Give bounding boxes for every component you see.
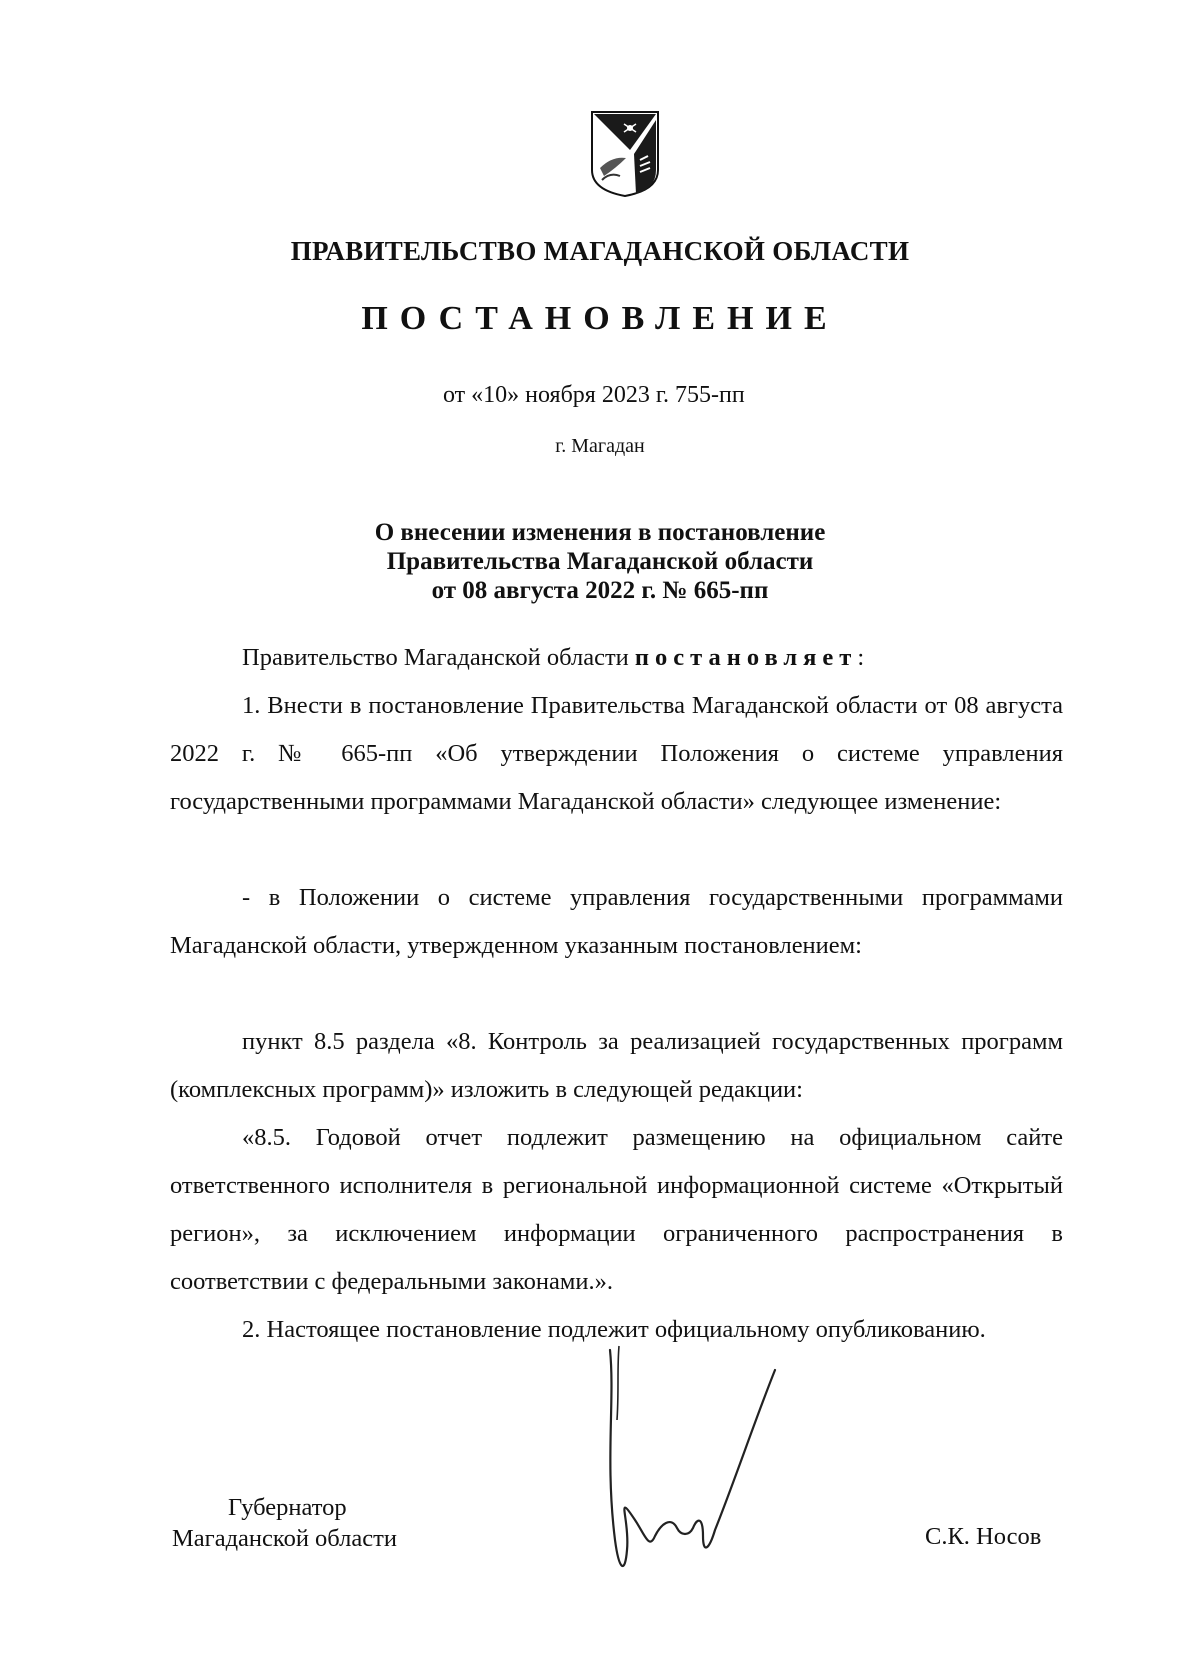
signatory-position [172,1492,397,1554]
paragraph-2-text: - в Положении о системе управления государственными программами Магаданской области, утвержденном указанным постановлением: [170,884,1063,959]
paragraph-1 [170,682,1063,826]
preamble-text: Правительство Магаданской области [242,644,635,671]
signatory-name: С.К. Носов [925,1523,1042,1550]
document-city: г. Магадан [555,435,645,457]
paragraph-2 [170,874,1063,970]
paragraph-4 [170,1114,1063,1306]
paragraph-1-text: 1. Внести в постановление Правительства Магаданской области от 08 августа 2022 г. № 665-пп «Об утверждении Положения о системе управления государственными программами Магаданской области» следующее изменение: [170,692,1063,815]
document-type-title: ПОСТАНОВЛЕНИЕ [361,300,839,337]
subject-line-2: Правительства Магаданской области [386,548,814,575]
paragraph-3 [170,1018,1063,1114]
document-date-number: от «10» ноября 2023 г. 755-пп [443,382,745,408]
subject-line-1: О внесении изменения в постановление [374,519,826,546]
document-subject [0,518,1200,605]
handwritten-signature [585,1340,815,1580]
preamble-colon: : [857,644,865,671]
subject-line-3: от 08 августа 2022 г. № 665-пп [431,577,769,604]
paragraph-3-text: пункт 8.5 раздела «8. Контроль за реализацией государственных программ (комплексных программ)» изложить в следующей редакции: [170,1028,1063,1103]
coat-of-arms-icon [590,110,660,198]
preamble [170,634,1063,682]
organization-title: ПРАВИТЕЛЬСТВО МАГАДАНСКОЙ ОБЛАСТИ [290,236,910,266]
signatory-position-line-2: Магаданской области [172,1525,397,1552]
paragraph-5-text: 2. Настоящее постановление подлежит официальному опубликованию. [242,1316,986,1343]
preamble-verb: постановляет [634,644,858,671]
paragraph-4-text: «8.5. Годовой отчет подлежит размещению на официальном сайте ответственного исполнителя в региональной информационной системе «Открытый регион», за исключением информации ограниченного распространения в соответствии с федеральными законами.». [170,1124,1063,1295]
signatory-position-line-1: Губернатор [228,1494,347,1521]
